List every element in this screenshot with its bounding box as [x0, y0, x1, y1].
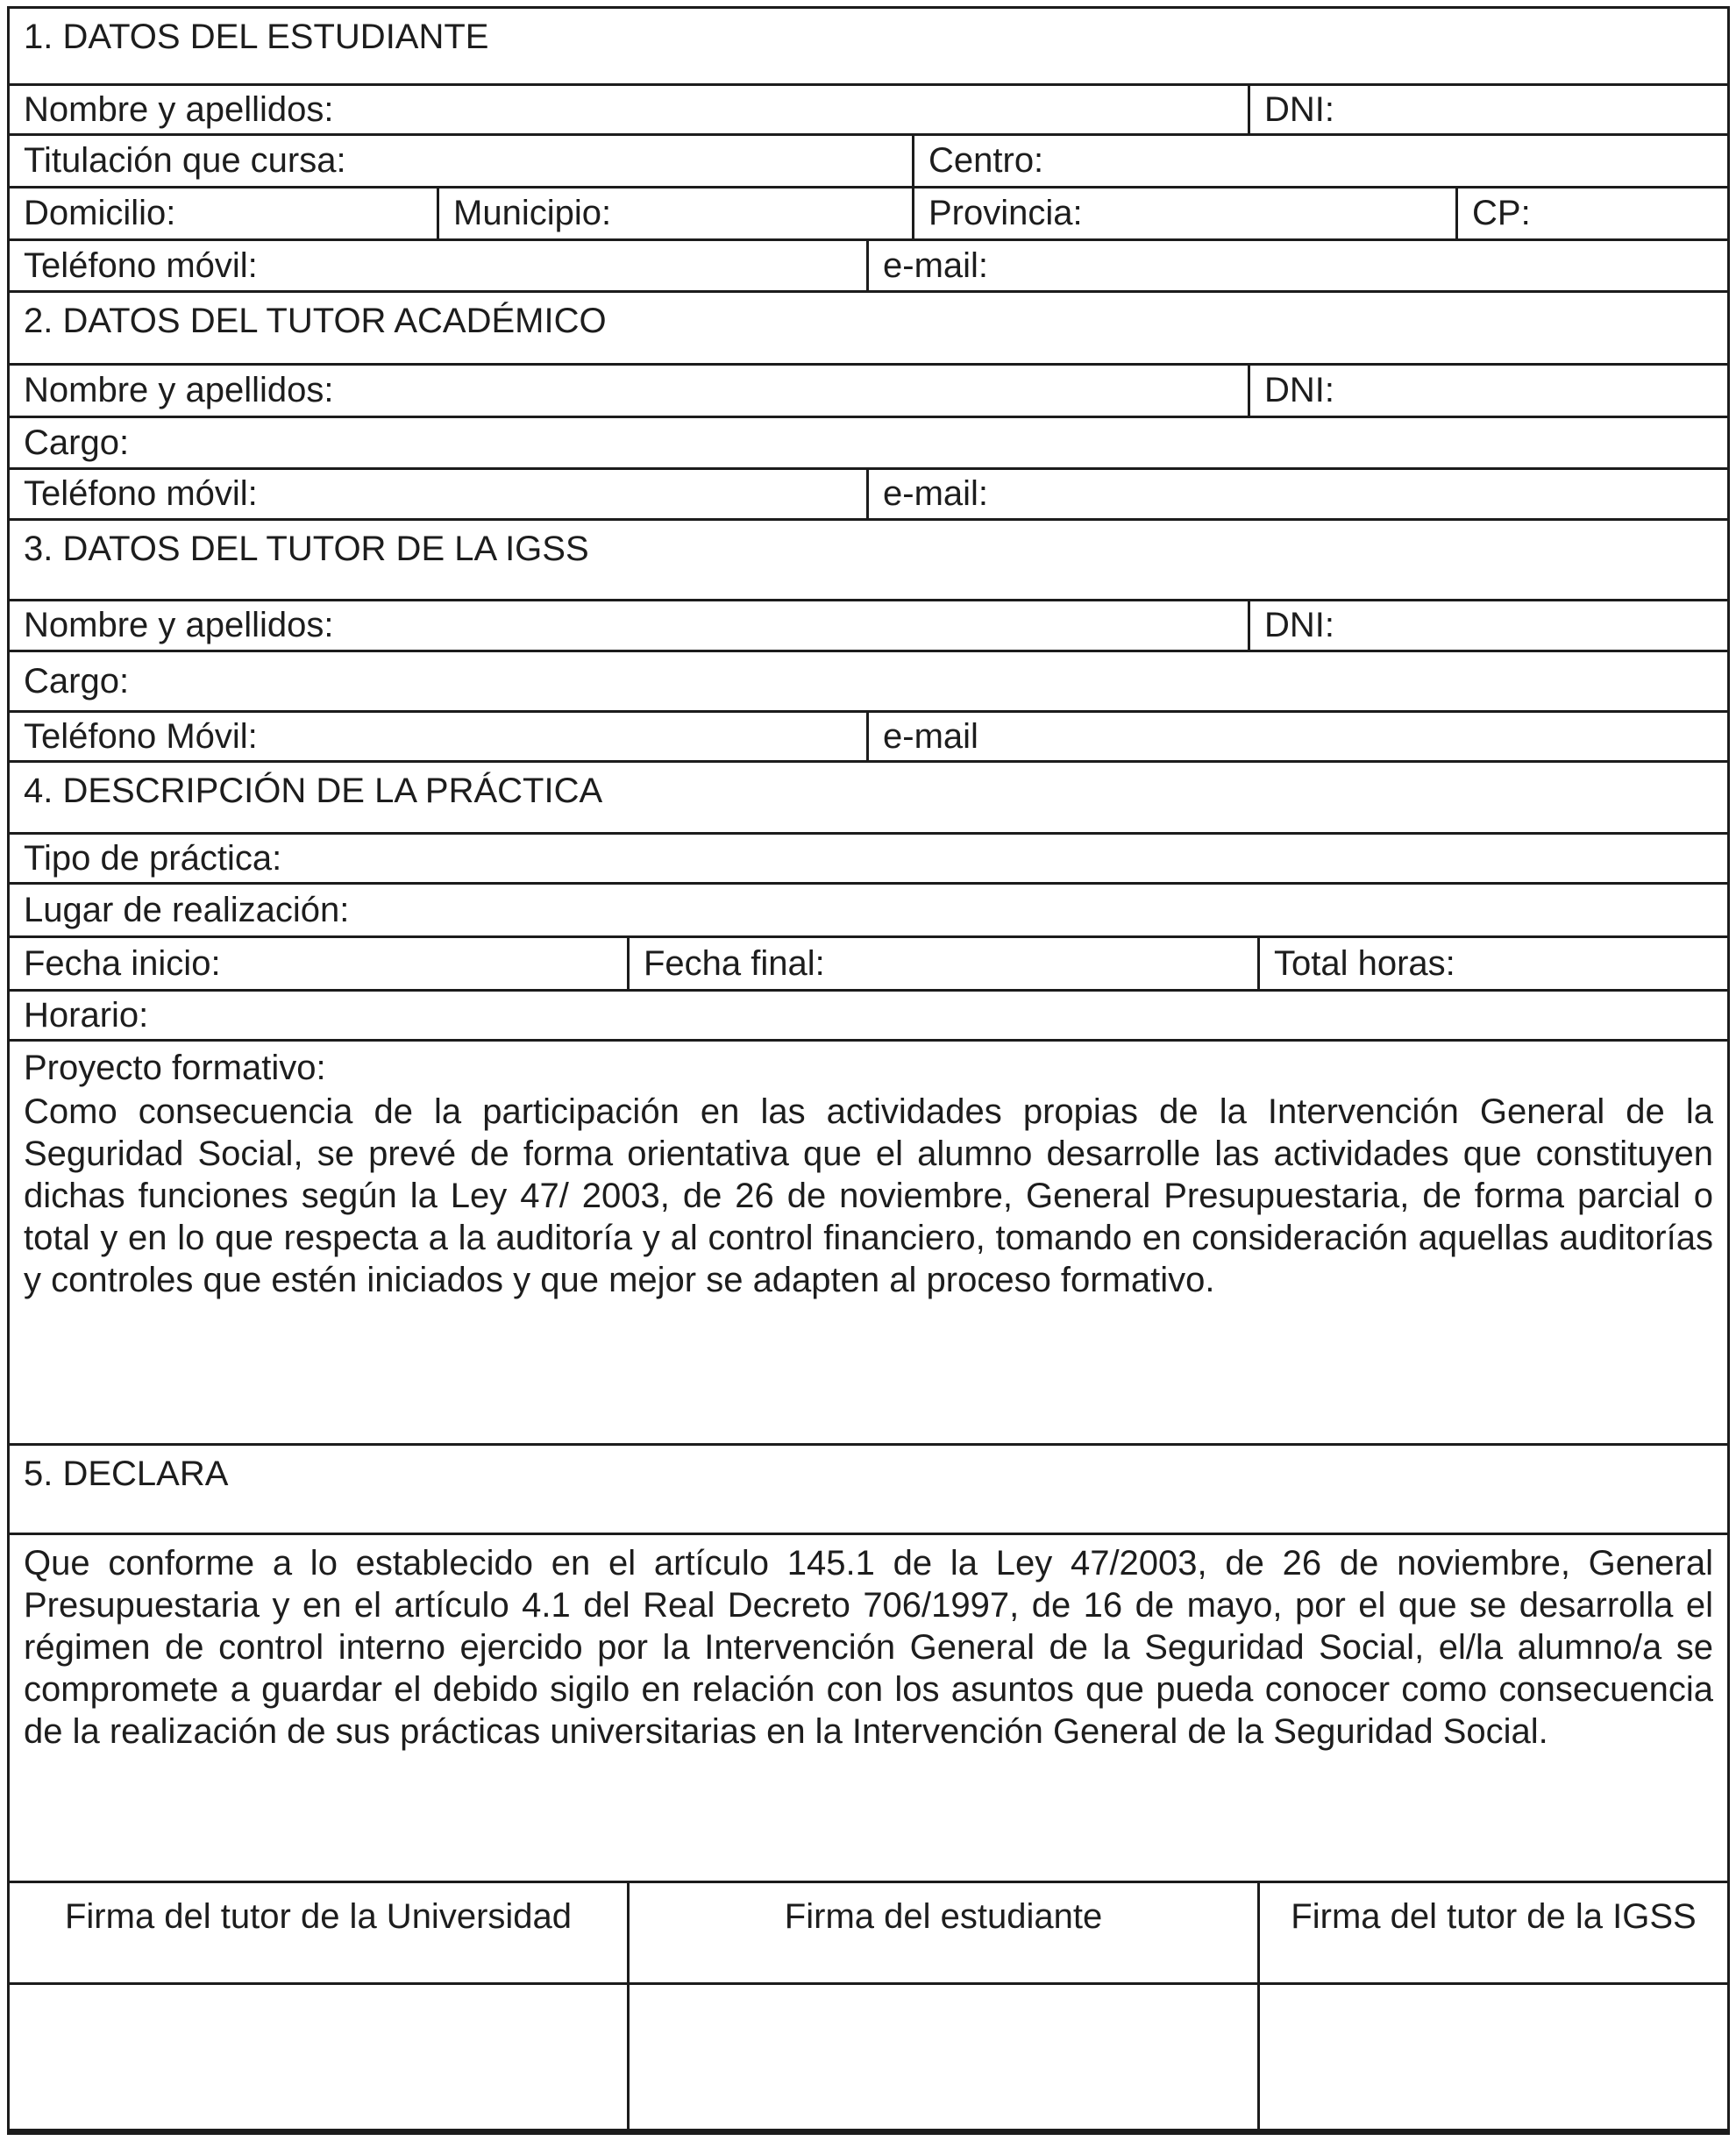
estudiante-email-label: e-mail: [883, 245, 989, 285]
tutor-academico-telefono-label: Teléfono móvil: [24, 474, 258, 513]
section1-header [9, 8, 1729, 85]
estudiante-dni-label: DNI: [1264, 89, 1334, 129]
tutor-igss-dni-label: DNI: [1264, 606, 1334, 644]
tutor-academico-dni-label: DNI: [1264, 371, 1334, 409]
field-total-horas[interactable] [1259, 937, 1729, 991]
tutor-igss-telefono-label: Teléfono Móvil: [24, 716, 258, 756]
field-tutor-academico-email[interactable] [868, 469, 1729, 520]
lugar-realizacion-label: Lugar de realización: [24, 890, 350, 929]
field-tutor-igss-dni[interactable] [1249, 601, 1729, 651]
field-fecha-inicio[interactable] [9, 937, 629, 991]
estudiante-cp-label: CP: [1472, 194, 1531, 232]
estudiante-provincia-label: Provincia: [928, 194, 1083, 232]
tutor-igss-email-label: e-mail [883, 716, 978, 756]
field-estudiante-telefono[interactable] [9, 240, 868, 292]
tutor-academico-cargo-label: Cargo: [24, 423, 130, 462]
section5-header [9, 1445, 1729, 1534]
section4-title: 4. DESCRIPCIÓN DE LA PRÁCTICA [24, 772, 603, 810]
estudiante-titulacion-label: Titulación que cursa: [24, 141, 346, 180]
firma-tutor-igss-label: Firma del tutor de la IGSS [1291, 1897, 1697, 1936]
firma-tutor-universidad-signature-area[interactable] [9, 1984, 629, 2132]
field-estudiante-domicilio[interactable] [9, 188, 438, 240]
declaracion-text-cell [9, 1534, 1729, 1882]
fecha-inicio-label: Fecha inicio: [24, 943, 221, 983]
practicas-form-table [7, 6, 1730, 2135]
proyecto-formativo-text: Como consecuencia de la participación en las actividades propias de la Intervención General de la Seguridad Social, se prevé de forma orientativa que el alumno desarrolle las actividades que constituyen dichas funciones según la Ley 47/ 2003, de 26 de noviembre, General Presupuestaria, de forma parcial o total y en lo que respecta a la auditoría y al control financiero, tomando en consideración aquellas auditorías y controles que estén iniciados y que mejor se adapten al proceso formativo. [24, 1092, 1713, 1299]
firma-tutor-universidad-label-cell [9, 1882, 629, 1984]
section2-header [9, 292, 1729, 365]
tutor-academico-nombre-label: Nombre y apellidos: [24, 371, 334, 409]
field-proyecto-formativo[interactable] [9, 1041, 1729, 1445]
tutor-igss-nombre-label: Nombre y apellidos: [24, 606, 334, 644]
field-estudiante-titulacion[interactable] [9, 135, 914, 188]
field-tipo-practica[interactable] [9, 834, 1729, 884]
horario-label: Horario: [24, 995, 149, 1035]
field-tutor-igss-telefono[interactable] [9, 712, 868, 762]
fecha-final-label: Fecha final: [644, 943, 825, 983]
proyecto-formativo-label: Proyecto formativo: [24, 1049, 326, 1087]
estudiante-domicilio-label: Domicilio: [24, 194, 176, 232]
field-tutor-academico-dni[interactable] [1249, 365, 1729, 417]
firma-tutor-universidad-label: Firma del tutor de la Universidad [64, 1897, 573, 1936]
field-estudiante-municipio[interactable] [438, 188, 914, 240]
firma-estudiante-label-cell [629, 1882, 1259, 1984]
field-estudiante-centro[interactable] [914, 135, 1729, 188]
section5-title: 5. DECLARA [24, 1455, 229, 1493]
field-fecha-final[interactable] [629, 937, 1259, 991]
field-tutor-igss-nombre[interactable] [9, 601, 1249, 651]
section3-title: 3. DATOS DEL TUTOR DE LA IGSS [24, 530, 589, 568]
firma-tutor-igss-signature-area[interactable] [1259, 1984, 1729, 2132]
tutor-igss-cargo-label: Cargo: [24, 661, 130, 701]
field-estudiante-nombre[interactable] [9, 85, 1249, 135]
field-tutor-academico-nombre[interactable] [9, 365, 1249, 417]
field-estudiante-cp[interactable] [1457, 188, 1729, 240]
firma-estudiante-signature-area[interactable] [629, 1984, 1259, 2132]
field-tutor-academico-telefono[interactable] [9, 469, 868, 520]
firma-tutor-igss-label-cell [1259, 1882, 1729, 1984]
field-estudiante-provincia[interactable] [914, 188, 1457, 240]
section3-header [9, 520, 1729, 601]
section2-title: 2. DATOS DEL TUTOR ACADÉMICO [24, 302, 607, 340]
field-tutor-academico-cargo[interactable] [9, 417, 1729, 469]
firma-estudiante-label: Firma del estudiante [784, 1897, 1103, 1936]
field-tutor-igss-email[interactable] [868, 712, 1729, 762]
field-lugar-realizacion[interactable] [9, 884, 1729, 937]
section4-header [9, 762, 1729, 834]
tipo-practica-label: Tipo de práctica: [24, 838, 282, 878]
field-horario[interactable] [9, 991, 1729, 1041]
estudiante-centro-label: Centro: [928, 141, 1044, 180]
estudiante-municipio-label: Municipio: [453, 194, 612, 232]
declaracion-text: Que conforme a lo establecido en el artículo 145.1 de la Ley 47/2003, de 26 de noviembre, General Presupuestaria y en el artículo 4.1 del Real Decreto 706/1997, de 16 de mayo, por el que se desarrolla el régimen de control interno ejercido por la Intervención General de la Seguridad Social, el/la alumno/a se compromete a guardar el debido sigilo en relación con los asuntos que pueda conocer como consecuencia de la realización de sus prácticas universitarias en la Intervención General de la Seguridad Social. [24, 1544, 1713, 1751]
field-tutor-igss-cargo[interactable] [9, 651, 1729, 712]
total-horas-label: Total horas: [1274, 943, 1455, 983]
field-estudiante-email[interactable] [868, 240, 1729, 292]
tutor-academico-email-label: e-mail: [883, 474, 989, 513]
section1-title: 1. DATOS DEL ESTUDIANTE [24, 18, 489, 56]
estudiante-nombre-label: Nombre y apellidos: [24, 89, 334, 129]
estudiante-telefono-label: Teléfono móvil: [24, 245, 258, 285]
field-estudiante-dni[interactable] [1249, 85, 1729, 135]
